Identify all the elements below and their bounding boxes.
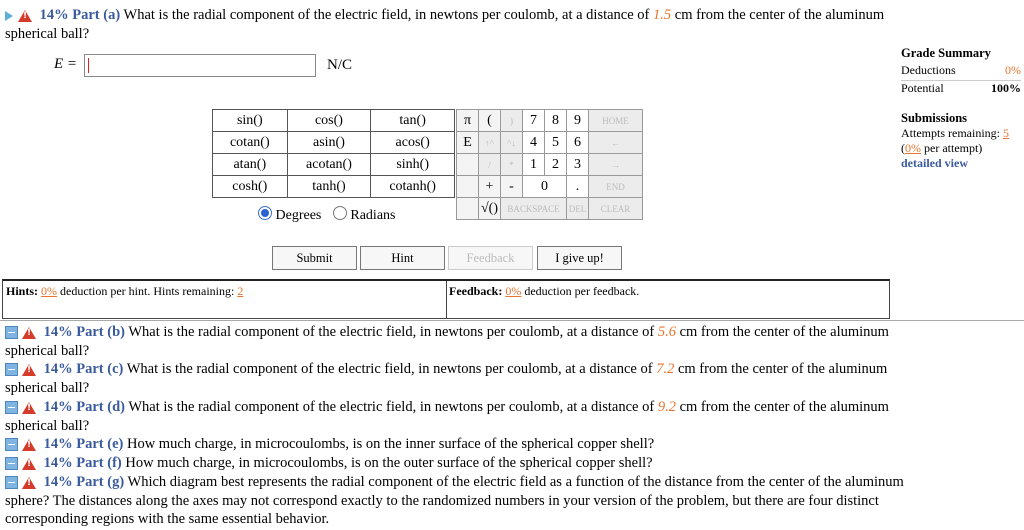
backspace-key[interactable]: BACKSPACE [501, 198, 567, 220]
minus-key[interactable]: - [501, 176, 523, 198]
part-value: 5.6 [657, 324, 676, 340]
asin-button[interactable]: asin() [287, 132, 371, 154]
feedback-pct: 0% [505, 284, 522, 298]
part-percent: 14% [43, 361, 73, 377]
part-d-question[interactable] [5, 398, 1005, 435]
part-text-2: cm from the center of the aluminum [679, 324, 889, 340]
part-label[interactable]: Part (d) [76, 399, 125, 415]
collapse-icon[interactable] [5, 363, 18, 376]
hints-label: Hints: [6, 284, 39, 298]
part-text-3: spherical ball? [5, 417, 90, 434]
degrees-radio[interactable] [258, 206, 272, 220]
part-c-question[interactable] [5, 360, 1005, 397]
tanh-button[interactable]: tanh() [287, 176, 371, 198]
part-text-2: cm from the center of the aluminum [677, 361, 888, 377]
angle-mode [258, 206, 395, 224]
part-percent: 14% [43, 399, 73, 415]
collapse-icon[interactable] [5, 326, 18, 339]
plus-key[interactable]: + [479, 176, 501, 198]
feedback-label: Feedback: [449, 284, 503, 298]
play-icon[interactable] [5, 11, 13, 21]
multiply-key[interactable]: * [501, 154, 523, 176]
per-attempt-text: per attempt) [924, 141, 983, 155]
grade-summary-title: Grade Summary [901, 46, 991, 60]
part-f-question[interactable] [5, 454, 1005, 473]
key-5[interactable]: 5 [545, 132, 567, 154]
part-percent: 14% [43, 324, 73, 340]
clear-key[interactable]: CLEAR [589, 198, 643, 220]
detailed-view-link[interactable]: detailed view [901, 156, 968, 170]
left-arrow-key[interactable]: ← [589, 132, 643, 154]
atan-button[interactable]: atan() [213, 154, 288, 176]
function-keypad [212, 109, 455, 198]
warning-icon [22, 439, 36, 451]
sqrt-key[interactable]: √() [479, 198, 501, 220]
part-text-2: sphere? The distances along the axes may not correspond exactly to the randomized numbers in your version of the problem, but there are four distinct [5, 492, 879, 509]
warning-icon [22, 458, 36, 470]
answer-variable: E = [54, 56, 78, 72]
key-6[interactable]: 6 [567, 132, 589, 154]
part-a-value: 1.5 [653, 7, 672, 23]
part-label[interactable]: Part (f) [76, 455, 122, 471]
key-0[interactable]: 0 [523, 176, 567, 198]
key-3[interactable]: 3 [567, 154, 589, 176]
hints-pct: 0% [41, 284, 58, 298]
rparen-key[interactable]: ) [501, 110, 523, 132]
attempts-label: Attempts remaining: [901, 126, 1000, 140]
part-b-question[interactable] [5, 323, 1005, 360]
dot-key[interactable]: . [567, 176, 589, 198]
hints-text: deduction per hint. Hints remaining: [60, 284, 235, 298]
part-label[interactable]: Part (g) [76, 474, 125, 490]
part-e-question[interactable] [5, 435, 1005, 454]
collapse-icon[interactable] [5, 457, 18, 470]
key-9[interactable]: 9 [567, 110, 589, 132]
submissions-panel: Submissions Attempts remaining: 5 (0% per attempt) detailed view [901, 111, 1023, 171]
per-attempt-pct: 0% [905, 141, 921, 155]
submit-button[interactable]: Submit [272, 246, 357, 270]
part-label[interactable]: Part (e) [76, 436, 124, 452]
part-percent: 14% [43, 455, 73, 471]
power-up-key[interactable]: ↑^ [479, 132, 501, 154]
answer-unit: N/C [327, 57, 353, 73]
warning-icon [22, 327, 36, 339]
e-key[interactable]: E [457, 132, 479, 154]
deductions-value: 0% [1005, 63, 1021, 77]
feedback-text: deduction per feedback. [524, 284, 640, 298]
cos-button[interactable]: cos() [287, 110, 371, 132]
acotan-button[interactable]: acotan() [287, 154, 371, 176]
degrees-label: Degrees [275, 208, 322, 223]
part-label[interactable]: Part (c) [76, 361, 124, 377]
del-key[interactable]: DEL [567, 198, 589, 220]
divider [0, 320, 1024, 321]
give-up-button[interactable]: I give up! [537, 246, 622, 270]
radians-label: Radians [350, 208, 396, 223]
key-1[interactable]: 1 [523, 154, 545, 176]
key-7[interactable]: 7 [523, 110, 545, 132]
part-percent: 14% [43, 436, 73, 452]
acos-button[interactable]: acos() [371, 132, 455, 154]
part-text: How much charge, in microcoulombs, is on the outer surface of the spherical copper shell? [125, 455, 653, 471]
warning-icon [22, 402, 36, 414]
answer-input[interactable] [84, 54, 316, 77]
key-2[interactable]: 2 [545, 154, 567, 176]
sinh-button[interactable]: sinh() [371, 154, 455, 176]
feedback-button[interactable]: Feedback [448, 246, 533, 270]
part-text: What is the radial component of the electric field, in newtons per coulomb, at a distance of [126, 361, 653, 377]
potential-value: 100% [991, 81, 1021, 95]
part-a-label[interactable]: Part (a) [72, 7, 121, 23]
cotanh-button[interactable]: cotanh() [371, 176, 455, 198]
warning-icon [22, 477, 36, 489]
grade-summary [901, 46, 1021, 96]
attempts-remaining: 5 [1002, 126, 1009, 140]
part-a-percent: 14% [39, 7, 69, 23]
part-a-text: What is the radial component of the electric field, in newtons per coulomb, at a distance of [123, 7, 650, 23]
part-text: What is the radial component of the electric field, in newtons per coulomb, at a distance of [128, 399, 655, 415]
part-text: Which diagram best represents the radial component of the electric field as a function of the distance from the center of the aluminum [127, 474, 904, 490]
hints-remaining: 2 [237, 284, 244, 298]
deductions-label: Deductions [901, 63, 956, 77]
home-key[interactable]: HOME [589, 110, 643, 132]
part-a-text-3: spherical ball? [5, 25, 90, 42]
text-cursor [88, 58, 89, 73]
number-keypad [456, 109, 643, 220]
hints-info [6, 284, 243, 299]
feedback-info [449, 284, 639, 299]
collapse-icon[interactable] [5, 438, 18, 451]
lparen-key[interactable]: ( [479, 110, 501, 132]
collapse-icon[interactable] [5, 401, 18, 414]
warning-icon [22, 364, 36, 376]
part-text-3: corresponding regions with the same essential behavior. [5, 511, 330, 527]
part-text: What is the radial component of the electric field, in newtons per coulomb, at a distance of [128, 324, 655, 340]
part-label[interactable]: Part (b) [76, 324, 125, 340]
end-key[interactable]: END [589, 176, 643, 198]
part-value: 7.2 [656, 361, 675, 377]
right-arrow-key[interactable]: → [589, 154, 643, 176]
cosh-button[interactable]: cosh() [213, 176, 288, 198]
part-percent: 14% [43, 474, 73, 490]
divide-key[interactable]: / [479, 154, 501, 176]
collapse-icon[interactable] [5, 476, 18, 489]
part-a-question [5, 6, 1005, 43]
tan-button[interactable]: tan() [371, 110, 455, 132]
part-text-2: cm from the center of the aluminum [679, 399, 889, 415]
part-text-3: spherical ball? [5, 342, 90, 359]
part-a-text-2: cm from the center of the aluminum [674, 7, 885, 23]
submissions-title: Submissions [901, 111, 968, 125]
part-text-3: spherical ball? [5, 379, 90, 396]
sin-button[interactable]: sin() [213, 110, 288, 132]
key-8[interactable]: 8 [545, 110, 567, 132]
potential-label: Potential [901, 81, 944, 95]
part-text: How much charge, in microcoulombs, is on the inner surface of the spherical copper shell? [126, 436, 655, 452]
pi-key[interactable]: π [457, 110, 479, 132]
part-g-question[interactable] [5, 473, 1005, 529]
warning-icon [18, 10, 32, 22]
cotan-button[interactable]: cotan() [213, 132, 288, 154]
part-value: 9.2 [657, 399, 676, 415]
radians-radio[interactable] [333, 206, 347, 220]
key-4[interactable]: 4 [523, 132, 545, 154]
power-down-key[interactable]: ^↓ [501, 132, 523, 154]
hint-button[interactable]: Hint [360, 246, 445, 270]
